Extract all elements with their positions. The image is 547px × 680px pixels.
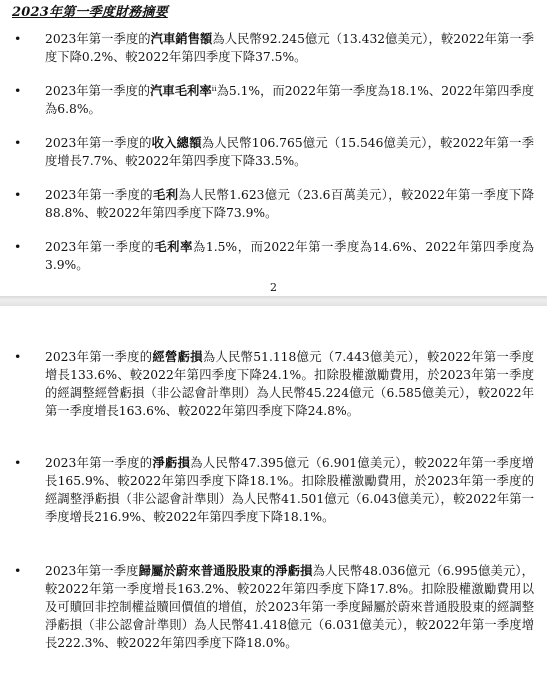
text-run-bold: 淨虧損 (152, 455, 191, 470)
bullet-icon: • (14, 349, 22, 364)
list-item (14, 134, 534, 170)
text-run-bold: 歸屬於蔚來普通股股東的淨虧損 (138, 563, 313, 578)
text-run: 2023年第一季度的 (45, 84, 151, 98)
text-run: 為1.5%，而2022年第一季度為14.6%、2022年第四季度為3.9%。 (45, 240, 534, 272)
text-run-bold: 收入總額 (151, 135, 202, 150)
text-run-bold: 毛利率 (154, 239, 193, 254)
paragraph (45, 562, 534, 652)
list-item (14, 562, 534, 652)
list-item (14, 238, 534, 274)
bullet-icon: • (14, 83, 22, 98)
text-run: 為人民幣1.623億元（23.6百萬美元），較2022年第一季度下降88.8%、較2022年第四季度下降73.9%。 (45, 188, 534, 220)
paragraph (45, 454, 534, 526)
document-page-bottom (0, 306, 547, 680)
list-item (14, 82, 534, 118)
bullet-icon: • (14, 239, 22, 254)
text-run: 2023年第一季度的 (45, 188, 153, 202)
bullet-icon: • (14, 31, 22, 46)
bullet-icon: • (14, 563, 22, 578)
page-number: 2 (270, 281, 277, 294)
bullet-icon: • (14, 455, 22, 470)
paragraph (45, 82, 534, 118)
list-item (14, 30, 534, 66)
bullet-icon: • (14, 187, 22, 202)
section-heading: 2023年第一季度財務摘要 (12, 5, 168, 20)
text-run: 2023年第一季度 (45, 564, 139, 578)
paragraph (45, 30, 534, 66)
text-run: 為人民幣51.118億元（7.443億美元），較2022年第一季度增長133.6%、較2022年第四季度下降24.1%。扣除股權激勵費用，於2023年第一季度的經調整經營虧損（非公認會計準則）為人民幣45.224億元（6.585億美元），較2022年第一季度增長163.6%、較2022年第四季度下降24.8%。 (45, 350, 534, 418)
text-run: 2023年第一季度的 (45, 350, 153, 364)
text-run-bold: 汽車毛利率 (150, 83, 212, 98)
paragraph (45, 186, 534, 222)
text-run-bold: 汽車銷售額 (150, 31, 213, 46)
paragraph (45, 348, 534, 420)
text-run: ⁱⁱ為5.1%，而2022年第一季度為18.1%、2022年第四季度為6.8%。 (45, 84, 534, 116)
text-run: 2023年第一季度的 (45, 32, 151, 46)
text-run: 為人民幣47.395億元（6.901億美元），較2022年第一季度增長165.9%、較2022年第四季度下降18.1%。扣除股權激勵費用，於2023年第一季度的經調整淨虧損（非公認會計準則）為人民幣41.501億元（6.043億美元），較2022年第一季度增長216.9%、較2022年第四季度下降18.1%。 (45, 456, 534, 524)
list-item (14, 186, 534, 222)
text-run: 2023年第一季度的 (45, 136, 152, 150)
text-run: 為人民幣92.245億元（13.432億美元），較2022年第一季度下降0.2%、較2022年第四季度下降37.5%。 (45, 32, 534, 64)
document-page-top (0, 0, 547, 296)
bullet-icon: • (14, 135, 22, 150)
text-run: 為人民幣48.036億元（6.995億美元），較2022年第一季度增長163.2%、較2022年第四季度下降17.8%。扣除股權激勵費用以及可贖回非控制權益贖回價值的增值，於2023年第一季度歸屬於蔚來普通股股東的經調整淨虧損（非公認會計準則）為人民幣41.418億元（6.031億美元），較2022年第一季度增長222.3%、較2022年第四季度下降18.0%。 (45, 564, 534, 650)
text-run: 為人民幣106.765億元（15.546億美元），較2022年第一季度增長7.7%、較2022年第四季度下降33.5%。 (45, 136, 534, 168)
text-run-bold: 毛利 (153, 187, 179, 202)
text-run: 2023年第一季度的 (45, 240, 155, 254)
page-break (0, 296, 547, 306)
text-run-bold: 經營虧損 (152, 349, 203, 364)
paragraph (45, 134, 534, 170)
list-item (14, 454, 534, 526)
text-run: 2023年第一季度的 (45, 456, 153, 470)
list-item (14, 348, 534, 420)
paragraph (45, 238, 534, 274)
